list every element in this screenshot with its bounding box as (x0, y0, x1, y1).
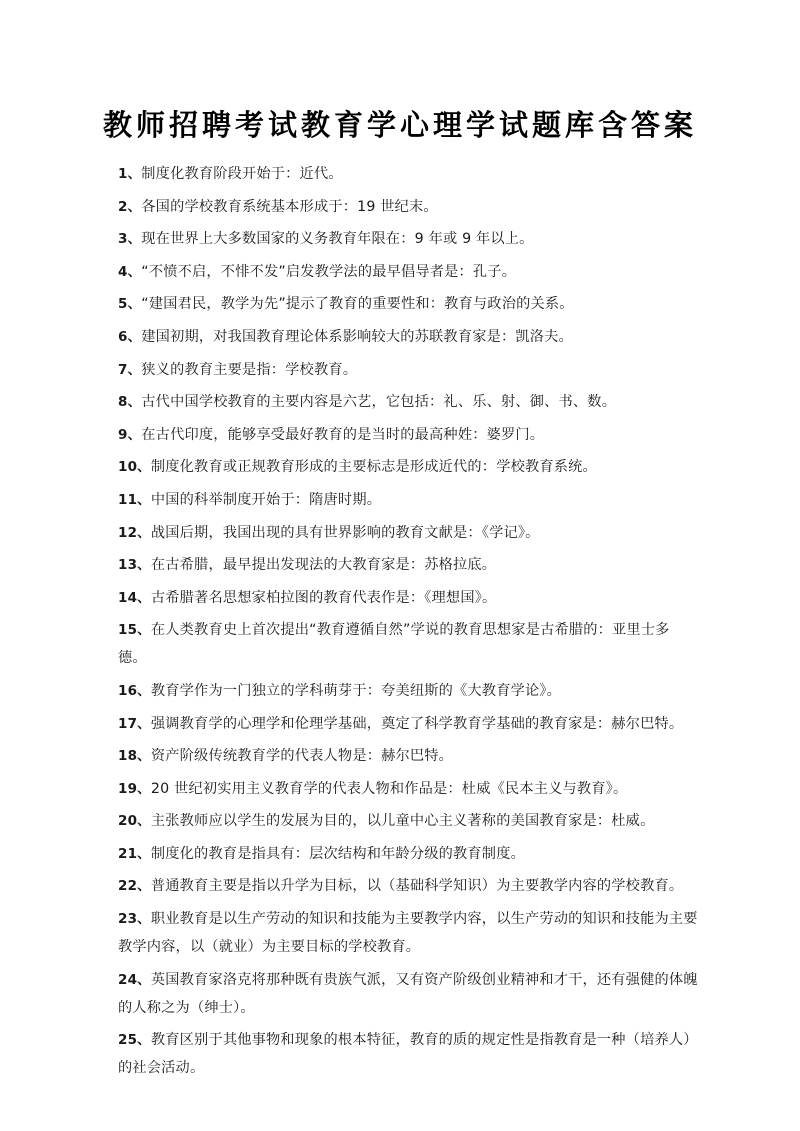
item-number: 9、 (118, 426, 142, 443)
list-item (118, 966, 698, 1022)
list-item (118, 388, 698, 416)
list-item (118, 584, 698, 612)
item-text: 各国的学校教育系统基本形成于：19 世纪末。 (141, 198, 438, 215)
item-text: 资产阶级传统教育学的代表人物是：赫尔巴特。 (150, 748, 454, 765)
list-item (118, 1026, 698, 1082)
item-number: 18、 (118, 748, 151, 765)
item-text: 教育区别于其他事物和现象的根本特征，教育的质的规定性是指教育是一种（培养人）的社会活动。 (118, 1032, 698, 1077)
item-number: 23、 (118, 911, 151, 928)
item-number: 13、 (118, 557, 151, 574)
list-item (118, 453, 698, 481)
list-item (118, 840, 698, 868)
item-number: 8、 (118, 394, 142, 411)
item-text: 古希腊著名思想家柏拉图的教育代表作是：《理想国》。 (150, 589, 497, 606)
item-number: 4、 (118, 263, 142, 280)
list-item (118, 160, 698, 188)
item-number: 24、 (118, 971, 151, 988)
item-number: 15、 (118, 622, 151, 639)
list-item (118, 616, 698, 672)
item-text: 普通教育主要是指以升学为目标，以（基础科学知识）为主要教学内容的学校教育。 (150, 878, 684, 895)
list-item (118, 775, 698, 803)
list-item (118, 551, 698, 579)
list-item (118, 872, 698, 900)
list-item (118, 677, 698, 705)
question-list (118, 160, 698, 1087)
item-text: 20 世纪初实用主义教育学的代表人物和作品是：杜威《民本主义与教育》。 (150, 780, 628, 797)
item-number: 17、 (118, 715, 151, 732)
item-text: 强调教育学的心理学和伦理学基础，奠定了科学教育学基础的教育家是：赫尔巴特。 (150, 715, 684, 732)
item-text: 中国的科举制度开始于：隋唐时期。 (150, 491, 382, 508)
list-item (118, 258, 698, 286)
item-text: 在古希腊，最早提出发现法的大教育家是：苏格拉底。 (150, 557, 497, 574)
list-item (118, 519, 698, 547)
item-number: 25、 (118, 1032, 151, 1049)
list-item (118, 193, 698, 221)
list-item (118, 323, 698, 351)
document-title: 教师招聘考试教育学心理学试题库含答案 (102, 108, 697, 142)
item-number: 10、 (118, 459, 151, 476)
item-number: 16、 (118, 682, 151, 699)
list-item (118, 905, 698, 961)
item-text: 战国后期，我国出现的具有世界影响的教育文献是：《学记》。 (150, 524, 540, 541)
item-text: “不愤不启，不悱不发”启发教学法的最早倡导者是：孔子。 (141, 263, 517, 280)
list-item (118, 421, 698, 449)
list-item (118, 486, 698, 514)
list-item (118, 290, 698, 318)
item-text: 在古代印度，能够享受最好教育的是当时的最高种姓：婆罗门。 (141, 426, 545, 443)
item-text: “建国君民，教学为先”提示了教育的重要性和：教育与政治的关系。 (141, 296, 574, 313)
item-number: 2、 (118, 198, 142, 215)
list-item (118, 710, 698, 738)
item-text: 职业教育是以生产劳动的知识和技能为主要教学内容，以生产劳动的知识和技能为主要教学内容，以（就业）为主要目标的学校教育。 (118, 911, 698, 956)
item-text: 制度化的教育是指具有：层次结构和年龄分级的教育制度。 (150, 845, 525, 862)
item-text: 古代中国学校教育的主要内容是六艺，它包括：礼、乐、射、御、书、数。 (141, 394, 617, 411)
list-item (118, 742, 698, 770)
item-number: 21、 (118, 845, 151, 862)
list-item (118, 356, 698, 384)
item-number: 12、 (118, 524, 151, 541)
item-number: 1、 (118, 166, 142, 182)
item-number: 22、 (118, 878, 151, 895)
item-text: 英国教育家洛克将那种既有贵族气派，又有资产阶级创业精神和才干，还有强健的体魄的人称之为（绅士）。 (118, 971, 698, 1016)
item-text: 主张教师应以学生的发展为目的，以儿童中心主义著称的美国教育家是：杜威。 (150, 813, 655, 830)
item-number: 11、 (118, 491, 151, 508)
list-item (118, 807, 698, 835)
item-text: 制度化教育或正规教育形成的主要标志是形成近代的：学校教育系统。 (150, 459, 597, 476)
item-number: 3、 (118, 231, 142, 248)
item-number: 20、 (118, 813, 151, 830)
item-number: 6、 (118, 328, 142, 345)
item-text: 建国初期，对我国教育理论体系影响较大的苏联教育家是：凯洛夫。 (141, 328, 573, 345)
item-text: 狭义的教育主要是指：学校教育。 (141, 361, 358, 378)
item-text: 教育学作为一门独立的学科萌芽于：夸美纽斯的《大教育学论》。 (150, 682, 562, 699)
item-text: 现在世界上大多数国家的义务教育年限在：9 年或 9 年以上。 (141, 231, 534, 248)
list-item (118, 225, 698, 253)
item-text: 在人类教育史上首次提出“教育遵循自然”学说的教育思想家是古希腊的：亚里士多德。 (118, 622, 670, 667)
item-number: 14、 (118, 589, 151, 606)
item-text: 制度化教育阶段开始于：近代。 (141, 166, 343, 182)
item-number: 5、 (118, 296, 142, 313)
item-number: 19、 (118, 780, 151, 797)
item-number: 7、 (118, 361, 142, 378)
